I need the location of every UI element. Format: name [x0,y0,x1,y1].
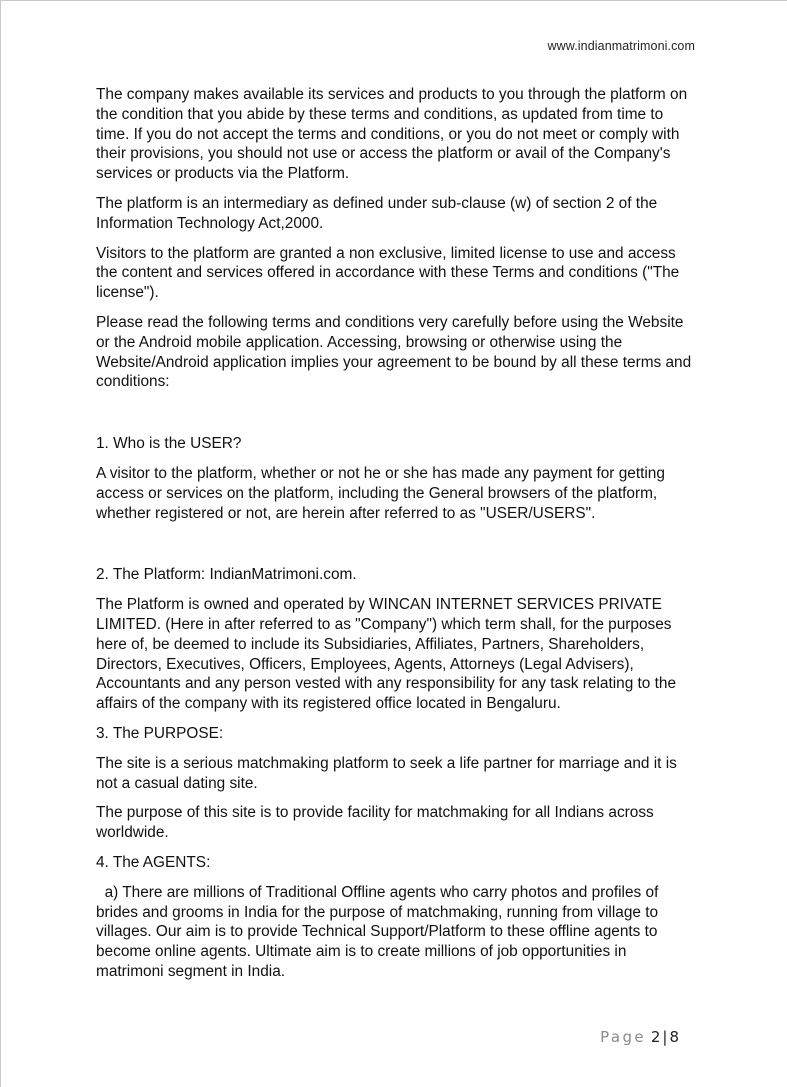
section-heading-platform: 2. The Platform: IndianMatrimoni.com. [96,566,357,584]
intro-paragraph: Please read the following terms and conditions very carefully before using the Website or the Android mobile application. Accessing, browsing or otherwise using the Website/Android application implies your agreement to be bound by all these terms and conditions: [96,313,692,391]
total-pages-number: 8 [669,1028,679,1046]
header-site-url: www.indianmatrimoni.com [547,39,695,53]
intro-paragraph: Visitors to the platform are granted a non exclusive, limited license to use and access the content and services offered in accordance with these Terms and conditions ("The license"). [96,244,680,302]
section-paragraph: A visitor to the platform, whether or not he or she has made any payment for getting access or services on the platform, including the General browsers of the platform, whether registered or not, are herein after referred to as "USER/USERS". [96,464,665,522]
spacer [96,402,696,434]
section-paragraph: a) There are millions of Traditional Offline agents who carry photos and profiles of brides and grooms in India for the purpose of matchmaking, running from village to villages. Our aim is to provide Technical Support/Platform to these offline agents to become online agents. Ultimate aim is to create millions of job opportunities in matrimoni segment in India. [96,883,663,980]
spacer [96,533,696,565]
section-heading-user: 1. Who is the USER? [96,435,242,453]
current-page-number: 2 [650,1028,661,1046]
intro-paragraph: The company makes available its services and products to you through the platform on the condition that you abide by these terms and conditions, as updated from time to time. If you do not accept the terms and conditions, or you do not meet or comply with their provisions, you should not use or access the platform or avail of the Company's services or products via the Platform. [96,86,688,183]
section-paragraph: The purpose of this site is to provide facility for matchmaking for all Indians across worldwide. [96,804,654,842]
section-paragraph: The site is a serious matchmaking platform to seek a life partner for marriage and it is not a casual dating site. [96,754,677,792]
page-label: Page [600,1028,647,1046]
section-paragraph: The Platform is owned and operated by WINCAN INTERNET SERVICES PRIVATE LIMITED. (Here in after referred to as "Company") which term shall, for the purposes here of, be deemed to include its Subsidiaries, Affiliates, Partners, Shareholders, Directors, Executives, Officers, Employees, Agents, Attorneys (Legal Advisers), Accountants and any person vested with any responsibility for any task relating to the affairs of the company with its registered office located in Bengaluru. [96,596,677,713]
section-heading-purpose: 3. The PURPOSE: [96,724,224,742]
page-number-footer [600,1028,679,1046]
page-separator: | [662,1028,668,1046]
section-heading-agents: 4. The AGENTS: [96,853,211,871]
document-body [96,85,696,992]
intro-paragraph: The platform is an intermediary as defined under sub-clause (w) of section 2 of the Information Technology Act,2000. [96,194,658,232]
